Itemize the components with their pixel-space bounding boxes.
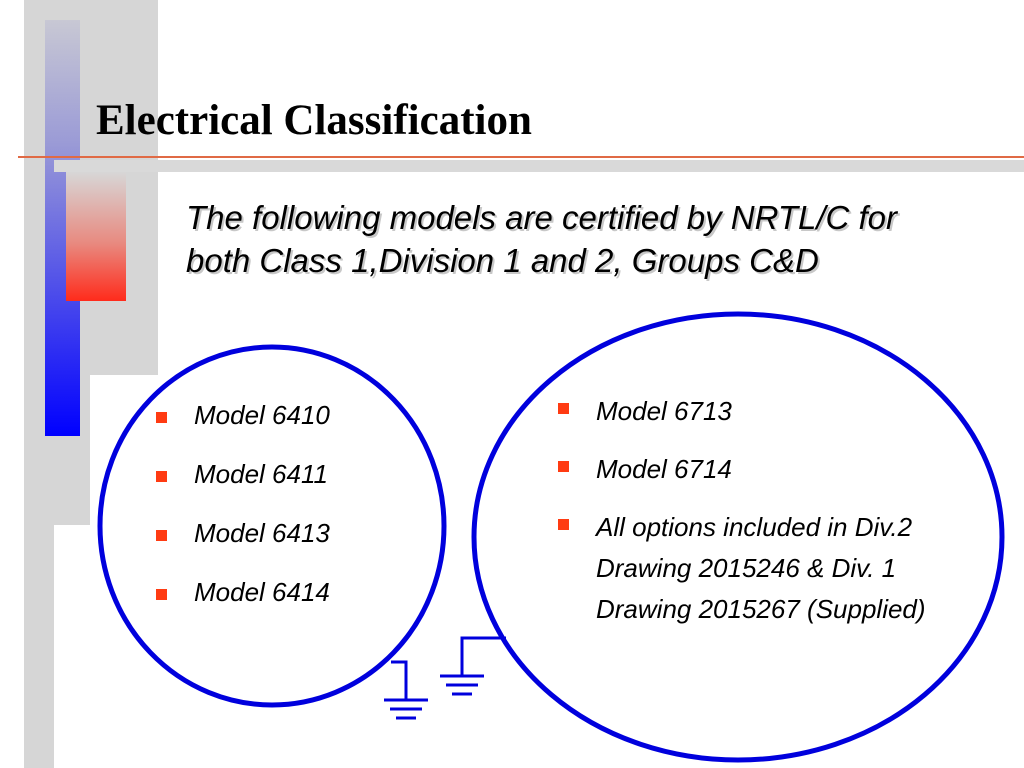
- list-item-label: Model 6713: [596, 396, 732, 426]
- square-bullet-icon: [558, 403, 569, 414]
- list-item: [156, 400, 330, 430]
- list-item: [558, 507, 938, 630]
- square-bullet-icon: [156, 589, 167, 600]
- ground-symbol-left-icon: [384, 662, 428, 718]
- square-bullet-icon: [156, 471, 167, 482]
- square-bullet-icon: [156, 412, 167, 423]
- list-item-label: Model 6714: [596, 454, 732, 484]
- square-bullet-icon: [558, 461, 569, 472]
- slide-subtitle: The following models are certified by NRTL/C for both Class 1,Division 1 and 2, Groups C&D: [186, 199, 898, 279]
- list-item: [156, 577, 330, 607]
- list-item: [558, 391, 938, 432]
- slide-title: Electrical Classification: [96, 97, 532, 144]
- ground-symbol-right-icon: [440, 638, 506, 694]
- list-item-label: Model 6410: [194, 400, 330, 430]
- list-item-label: Model 6414: [194, 577, 330, 607]
- list-item-label: Model 6413: [194, 518, 330, 548]
- list-item: [156, 459, 330, 489]
- list-item: [156, 518, 330, 548]
- list-item-label: All options included in Div.2 Drawing 2015246 & Div. 1 Drawing 2015267 (Supplied): [596, 512, 926, 624]
- right-circle-list: [558, 391, 938, 647]
- square-bullet-icon: [558, 519, 569, 530]
- square-bullet-icon: [156, 530, 167, 541]
- left-circle-list: [156, 400, 330, 636]
- list-item: [558, 449, 938, 490]
- list-item-label: Model 6411: [194, 459, 328, 489]
